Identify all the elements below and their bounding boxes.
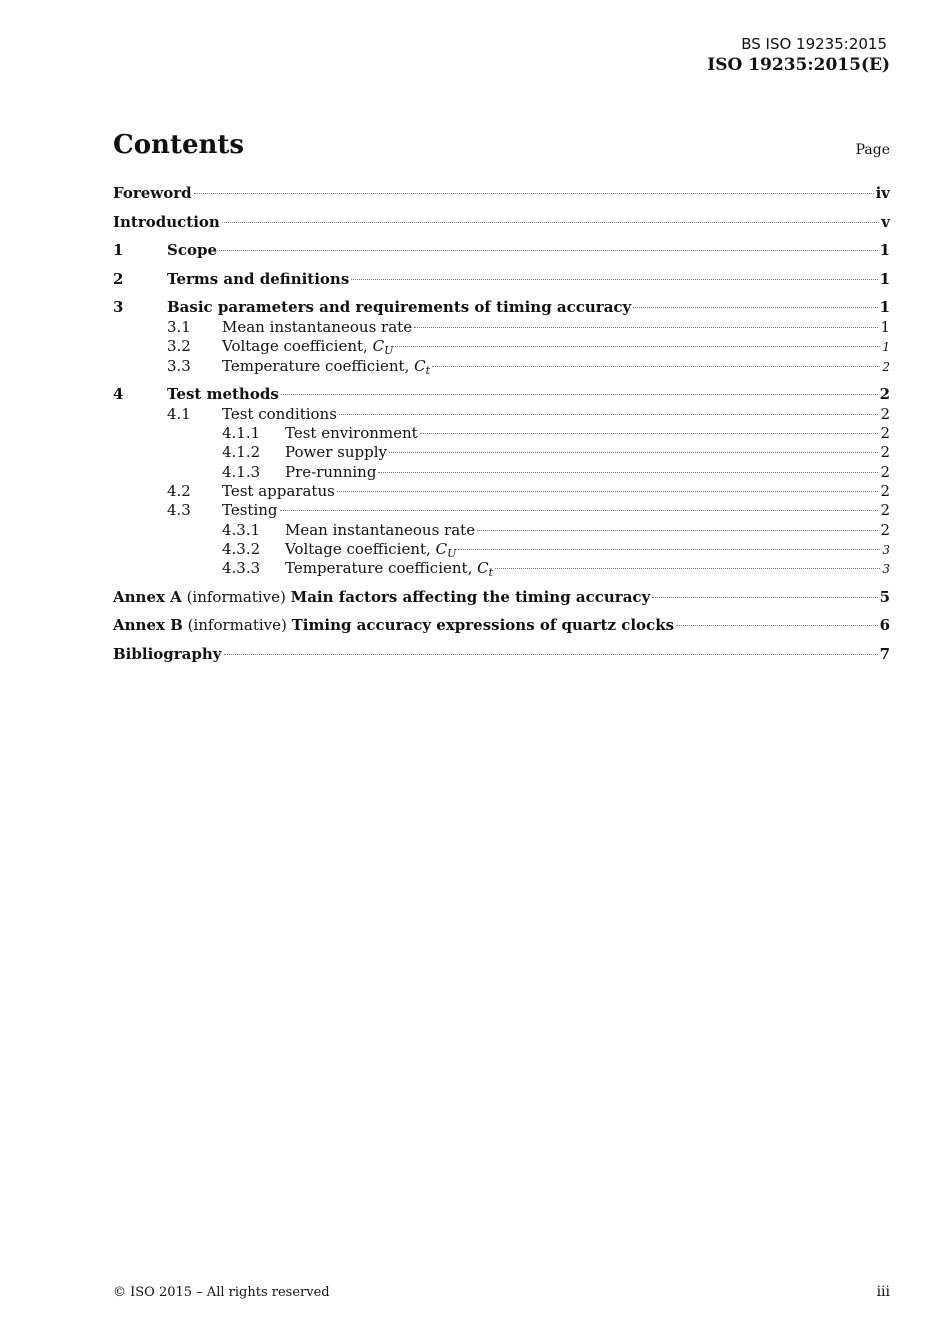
toc-page: 2 (880, 424, 890, 443)
toc-number: 4.1.1 (222, 424, 261, 443)
toc-number: 3 (113, 298, 124, 316)
toc-entry-annex-b[interactable] (113, 616, 890, 645)
leader-dots (477, 530, 878, 531)
annex-label: Annex B (113, 616, 183, 635)
leader-dots (633, 307, 877, 308)
symbol: C (435, 539, 448, 558)
leader-dots (458, 549, 880, 550)
annex-title: Main factors affecting the timing accuracy (290, 587, 651, 606)
toc-number: 4.3.2 (222, 539, 261, 558)
toc-entry-introduction[interactable] (113, 213, 890, 242)
toc-page: 1 (882, 340, 890, 355)
toc-title (113, 616, 674, 634)
toc-page: v (881, 212, 890, 231)
symbol-subscript: t (425, 363, 431, 377)
toc-number: 4.1.2 (222, 443, 261, 462)
leader-dots (351, 279, 877, 280)
toc-number: 4.3 (167, 501, 191, 520)
toc-entry-4-1-1[interactable] (113, 424, 890, 443)
toc-page: 3 (882, 562, 890, 577)
toc-number: 3.2 (167, 337, 191, 356)
toc-title: Scope (167, 241, 218, 259)
standard-designation: BS ISO 19235:2015 (741, 35, 887, 53)
leader-dots (495, 568, 880, 569)
leader-dots (389, 452, 878, 453)
toc-number: 4.3.3 (222, 559, 261, 578)
toc-title: Test apparatus (222, 482, 335, 501)
toc-title: Test environment (285, 424, 418, 443)
symbol: C (414, 356, 426, 375)
toc-entry-2[interactable] (113, 270, 890, 299)
toc-title: Test methods (167, 384, 279, 403)
leader-dots (194, 193, 874, 194)
toc-number: 4.3.1 (222, 520, 261, 539)
page-column-label: Page (855, 142, 890, 158)
toc-number: 1 (113, 241, 124, 259)
toc-entry-annex-a[interactable] (113, 588, 890, 617)
toc-number: 4 (113, 384, 124, 403)
toc-title-text: Voltage coefficient, (222, 337, 373, 356)
toc-title: Pre-running (285, 462, 377, 481)
toc-entry-foreword[interactable] (113, 184, 890, 213)
page-title: Contents (113, 130, 245, 160)
leader-dots (222, 222, 879, 223)
annex-note: (informative) (182, 616, 292, 635)
toc-entry-bibliography[interactable] (113, 645, 890, 674)
toc-title-text: Temperature coefficient, (285, 559, 478, 578)
toc-page: iv (875, 184, 890, 202)
leader-dots (395, 346, 880, 347)
toc-entry-4-1-3[interactable] (113, 463, 890, 482)
toc-title-text: Voltage coefficient, (285, 539, 436, 558)
toc-title (113, 588, 650, 606)
toc-page: 1 (879, 241, 890, 259)
toc-page: 7 (879, 644, 890, 663)
toc-title (285, 540, 456, 560)
leader-dots (339, 414, 879, 415)
leader-dots (378, 472, 878, 473)
copyright-notice: © ISO 2015 – All rights reserved (113, 1285, 330, 1300)
leader-dots (676, 625, 878, 626)
leader-dots (281, 394, 878, 395)
toc-page: 2 (879, 384, 890, 403)
symbol-subscript: U (447, 546, 457, 560)
toc-entry-3-2[interactable] (113, 337, 890, 356)
toc-entry-4-1-2[interactable] (113, 443, 890, 462)
toc-entry-4-3-3[interactable] (113, 559, 890, 578)
toc-entry-4-3-2[interactable] (113, 540, 890, 559)
toc-page: 2 (880, 404, 890, 423)
leader-dots (280, 510, 879, 511)
toc-title (222, 357, 430, 377)
toc-entry-4-2[interactable] (113, 482, 890, 501)
symbol: C (372, 337, 385, 356)
table-of-contents (113, 184, 890, 673)
leader-dots (224, 654, 878, 655)
leader-dots (652, 597, 877, 598)
toc-page: 1 (879, 298, 890, 316)
toc-entry-4-3-1[interactable] (113, 521, 890, 540)
annex-note: (informative) (181, 587, 291, 606)
toc-page: 6 (879, 616, 890, 635)
toc-title: Introduction (113, 212, 220, 231)
standard-designation-english: ISO 19235:2015(E) (707, 55, 890, 75)
toc-page: 2 (882, 359, 890, 374)
toc-title: Bibliography (113, 644, 222, 663)
toc-entry-3[interactable] (113, 298, 890, 318)
toc-number: 3.3 (167, 356, 191, 375)
toc-entry-1[interactable] (113, 241, 890, 270)
symbol-subscript: U (384, 344, 394, 358)
page-number: iii (876, 1284, 890, 1300)
toc-page: 1 (880, 318, 890, 336)
toc-page: 2 (880, 501, 890, 520)
toc-number: 3.1 (167, 318, 191, 336)
toc-title: Mean instantaneous rate (285, 520, 476, 539)
toc-number: 4.1 (167, 404, 191, 423)
toc-page: 2 (880, 462, 890, 481)
toc-title: Basic parameters and requirements of timing accuracy (167, 298, 632, 316)
leader-dots (414, 327, 878, 328)
annex-label: Annex A (113, 587, 182, 606)
toc-title (222, 337, 393, 357)
toc-entry-4-1[interactable] (113, 405, 890, 424)
toc-title (285, 559, 493, 579)
toc-title-text: Temperature coefficient, (222, 356, 415, 375)
toc-title: Foreword (113, 184, 192, 202)
toc-page: 2 (880, 443, 890, 462)
toc-title: Testing (222, 501, 278, 520)
toc-page: 2 (880, 482, 890, 501)
toc-title: Mean instantaneous rate (222, 318, 413, 336)
spacer (113, 376, 890, 385)
toc-title: Power supply (285, 443, 388, 462)
toc-entry-4[interactable] (113, 385, 890, 405)
symbol: C (477, 559, 489, 578)
toc-number: 2 (113, 269, 124, 288)
toc-title: Test conditions (222, 404, 337, 423)
leader-dots (432, 366, 880, 367)
toc-number: 4.2 (167, 482, 191, 501)
toc-entry-3-1[interactable] (113, 318, 890, 337)
leader-dots (420, 433, 879, 434)
toc-page: 1 (879, 269, 890, 288)
toc-title: Terms and definitions (167, 269, 350, 288)
toc-entry-3-3[interactable] (113, 357, 890, 376)
toc-number: 4.1.3 (222, 462, 261, 481)
toc-page: 5 (879, 587, 890, 606)
spacer (113, 579, 890, 588)
toc-entry-4-3[interactable] (113, 501, 890, 520)
toc-page: 3 (882, 542, 890, 557)
symbol-subscript: t (488, 566, 494, 580)
annex-title: Timing accuracy expressions of quartz clocks (291, 616, 675, 635)
leader-dots (219, 250, 878, 251)
toc-page: 2 (880, 520, 890, 539)
leader-dots (337, 491, 879, 492)
